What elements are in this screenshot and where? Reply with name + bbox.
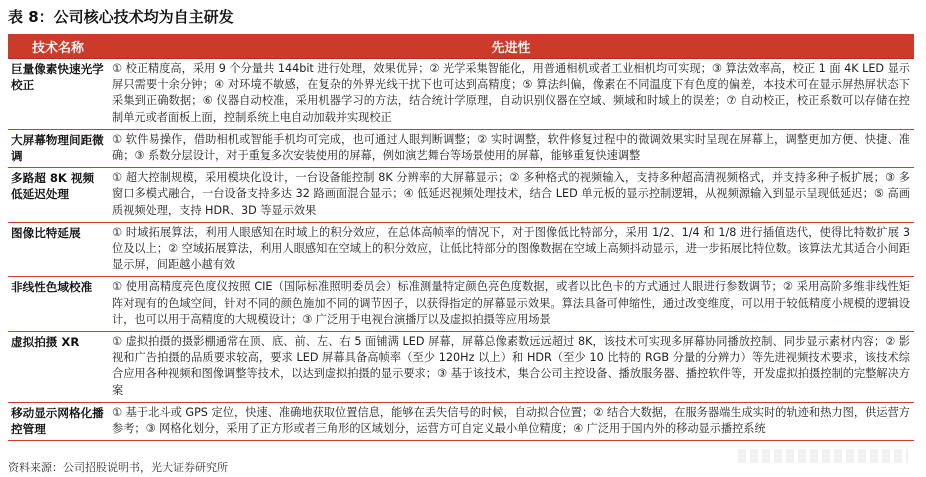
header-advantage: 先进性 xyxy=(108,34,914,59)
table-row xyxy=(8,277,914,332)
tech-name: 大屏幕物理间距微调 xyxy=(8,129,108,167)
tech-advantage: ① 基于北斗或 GPS 定位，快速、准确地获取位置信息，能够在丢失信号的时候，自动拟合位置；② 结合大数据，在服务器端生成实时的轨迹和热力图，供运营方参考；③ 网格化划分，采用了正方形或者三角形的区域划分，运营方可自定义最小单位精度；④ 广泛用于国内外的移动显示播控系统 xyxy=(108,402,914,440)
table-row xyxy=(8,402,914,440)
watermark xyxy=(738,449,908,463)
table-row xyxy=(8,168,914,223)
tech-table xyxy=(8,34,914,441)
tech-advantage: ① 虚拟拍摄的摄影棚通常在顶、底、前、左、右 5 面铺满 LED 屏幕，屏幕总像素数远远超过 8K，该技术可实现多屏幕协同播放控制、同步显示素材内容；② 影视和广告拍摄的品质要求较高，要求 LED 屏幕具备高帧率（至少 120Hz 以上）和 HDR（至少 10 比特的 RGB 分量的分辨力）等先进视频技术要求，该技术综合应用各种视频和图像调整等技术，以达到虚拟拍摄的显示要求；③ 基于该技术，集合公司主控设备、播放服务器、播控软件等，开发虚拟拍摄控制的完整解决方案 xyxy=(108,332,914,403)
tech-name: 图像比特延展 xyxy=(8,222,108,277)
tech-name: 非线性色域校准 xyxy=(8,277,108,332)
table-row xyxy=(8,222,914,277)
table-row xyxy=(8,332,914,403)
header-tech-name: 技术名称 xyxy=(8,34,108,59)
tech-advantage: ① 软件易操作，借助相机或智能手机均可完成，也可通过人眼判断调整；② 实时调整，软件修复过程中的微调效果实时呈现在屏幕上，调整更加方便、快捷、准确；③ 系数分层设计，对于重复多次安装使用的屏幕，例如演艺舞台等场景使用的屏幕，能够重复快速调整 xyxy=(108,129,914,167)
table-row xyxy=(8,59,914,130)
tech-advantage: ① 时域拓展算法，利用人眼感知在时域上的积分效应，在总体高帧率的情况下，对于图像低比特部分，采用 1/2、1/4 和 1/8 进行插值迭代，使得比特数扩展 3 位及以上；② 空域拓展算法，利用人眼感知在空域上的积分效应，让低比特部分的图像数据在空域上高频抖动显示，进一步拓展比特位数。该算法尤其适合小间距显示屏，间距越小越有效 xyxy=(108,222,914,277)
tech-name: 移动显示网格化播控管理 xyxy=(8,402,108,440)
tech-advantage: ① 校正精度高，采用 9 个分量共 144bit 进行处理，效果优异；② 光学采集智能化，用普通相机或者工业相机均可实现；③ 算法效率高，校正 1 面 4K LED 显示屏只需要十余分钟；④ 对环境不敏感，在复杂的外界光线干扰下也可达到高精度；⑤ 算法纠偏，像素在不同温度下有色度的偏差，本技术可在显示屏热屏状态下采集到正确数据；⑥ 仪器自动校准，采用机器学习的方法，结合统计学原理，自动识别仪器在空域、频域和时域上的误差；⑦ 自动校正，校正系数可以存储在控制单元或者面板上面，控制系统上电自动加载并实现校正 xyxy=(108,59,914,130)
tech-name: 多路超 8K 视频低延迟处理 xyxy=(8,168,108,223)
tech-name: 虚拟拍摄 XR xyxy=(8,332,108,403)
tech-advantage: ① 使用高精度亮色度仪按照 CIE（国际标准照明委员会）标准测量特定颜色亮色度数据，或者以比色卡的方式通过人眼进行参数调节；② 采用高阶多维非线性矩阵对现有的色域空间，针对不同的颜色施加不同的调节因子，以获得指定的屏幕显示效果。算法具备可伸缩性，通过改变维度，可以用于较低精度小规模的逻辑设计，也可以用于高精度的大规模设计；③ 广泛用于电视台演播厅以及虚拟拍摄等应用场景 xyxy=(108,277,914,332)
table-title: 表 8：公司核心技术均为自主研发 xyxy=(8,8,234,26)
table-row xyxy=(8,129,914,167)
source-note: 资料来源：公司招股说明书，光大证券研究所 xyxy=(8,461,228,474)
table-header-row xyxy=(8,34,914,59)
tech-advantage: ① 超大控制规模，采用模块化设计，一台设备能控制 8K 分辨率的大屏幕显示；② 多种格式的视频输入，支持多种超高清视频格式，并支持多种子板扩展；③ 多窗口多模式融合，一台设备支持多达 32 路画面混合显示；④ 低延迟视频处理技术，结合 LED 单元板的显示控制逻辑，从视频源输入到显示呈现低延迟；⑤ 高画质视频处理，支持 HDR、3D 等显示效果 xyxy=(108,168,914,223)
tech-name: 巨量像素快速光学校正 xyxy=(8,59,108,130)
